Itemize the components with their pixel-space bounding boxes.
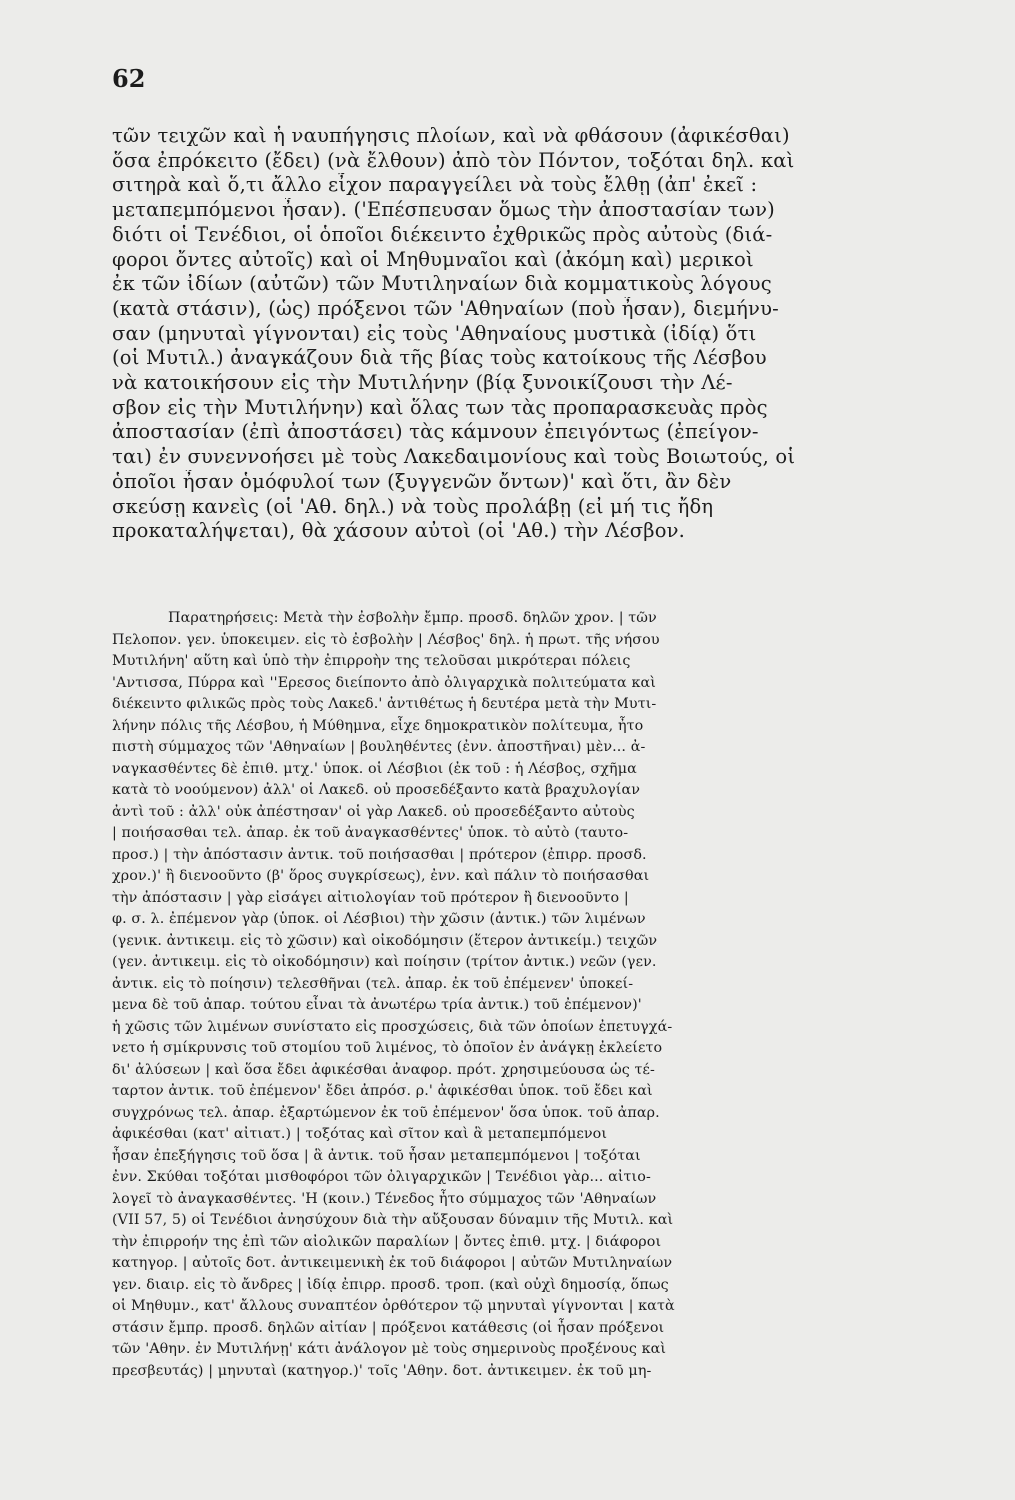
text-line: προκαταλήψεται), θὰ χάσουν αὐτοὶ (οἱ 'Αθ.) τὴν Λέσβον. xyxy=(112,519,686,543)
note-line: οἱ Μηθυμν., κατ' ἄλλους συναπτέον ὀρθότερον τῷ μηνυταὶ γίγνονται | κατὰ xyxy=(112,1298,675,1314)
note-line: 'Αντισσα, Πύρρα καὶ ''Ερεσος διείποντο ἀπὸ ὀλιγαρχικὰ πολιτεύματα καὶ xyxy=(112,674,656,691)
text-line: (οἱ Μυτιλ.) ἀναγκάζουν διὰ τῆς βίας τοὺς κατοίκους τῆς Λέσβου xyxy=(112,346,767,370)
text-line: νὰ κατοικήσουν εἰς τὴν Μυτιλήνην (βίᾳ ξυνοικίζουσι τὴν Λέ- xyxy=(112,371,733,395)
note-line: | ποιήσασθαι τελ. ἀπαρ. ἐκ τοῦ ἀναγκασθέντες' ὑποκ. τὸ αὐτὸ (ταυτο- xyxy=(112,825,629,841)
text-line: σιτηρὰ καὶ ὅ,τι ἄλλο εἶχον παραγγείλει νὰ τοὺς ἔλθῃ (ἀπ' ἐκεῖ : xyxy=(112,173,758,197)
note-line: Μυτιλήνη' αὕτη καὶ ὑπὸ τὴν ἐπιρροὴν της τελοῦσαι μικρότεραι πόλεις xyxy=(112,653,631,669)
note-line: τῶν 'Αθην. ἐν Μυτιλήνῃ' κάτι ἀνάλογον μὲ τοὺς σημερινοὺς προξένους καὶ xyxy=(112,1341,667,1357)
note-line: προσ.) | τὴν ἀπόστασιν ἀντικ. τοῦ ποιήσασθαι | πρότερον (ἐπιρρ. προσδ. xyxy=(112,846,647,863)
note-line: χρον.)' ἢ διενοοῦντο (β' ὅρος συγκρίσεως), ἐνν. καὶ πάλιν τὸ ποιήσασθαι xyxy=(112,868,650,884)
note-line: πρεσβευτάς) | μηνυταὶ (κατηγορ.)' τοῖς 'Αθην. δοτ. ἀντικειμεν. ἐκ τοῦ μη- xyxy=(112,1362,652,1379)
note-line: νετο ἡ σμίκρυνσις τοῦ στομίου τοῦ λιμένος, τὸ ὁποῖον ἐν ἀνάγκῃ ἐκλείετο xyxy=(112,1040,663,1056)
text-line: ται) ἐν συνεννοήσει μὲ τοὺς Λακεδαιμονίους καὶ τοὺς Βοιωτούς, οἱ xyxy=(112,445,796,469)
note-line: πιστὴ σύμμαχος τῶν 'Αθηναίων | βουληθέντες (ἐνν. ἀποστῆναι) μὲν... ἀ- xyxy=(112,739,646,755)
text-line: τῶν τειχῶν καὶ ἡ ναυπήγησις πλοίων, καὶ νὰ φθάσουν (ἀφικέσθαι) xyxy=(112,124,790,147)
note-line: γεν. διαιρ. εἰς τὸ ἄνδρες | ἰδίᾳ ἐπιρρ. προσδ. τροπ. (καὶ οὐχὶ δημοσίᾳ, ὅπως xyxy=(112,1276,669,1293)
note-line: στάσιν ἔμπρ. προσδ. δηλῶν αἰτίαν | πρόξενοι κατάθεσις (οἱ ἦσαν πρόξενοι xyxy=(112,1319,665,1336)
note-line: Πελοπον. γεν. ὑποκειμεν. εἰς τὸ ἐσβολὴν | Λέσβος' δηλ. ἡ πρωτ. τῆς νήσου xyxy=(112,631,660,648)
text-line: σκεύσῃ κανεὶς (οἱ 'Αθ. δηλ.) νὰ τοὺς προλάβῃ (εἰ μή τις ἤδη xyxy=(112,494,714,518)
note-line: ἀντὶ τοῦ : ἀλλ' οὐκ ἀπέστησαν' οἱ γὰρ Λακεδ. οὐ προσεδέξαντο αὐτοὺς xyxy=(112,803,635,820)
note-line: κατηγορ. | αὐτοῖς δοτ. ἀντικειμενικὴ ἐκ τοῦ διάφοροι | αὐτῶν Μυτιληναίων xyxy=(112,1255,673,1271)
note-line: συγχρόνως τελ. ἀπαρ. ἐξαρτώμενον ἐκ τοῦ ἐπέμενον' ὅσα ὑποκ. τοῦ ἀπαρ. xyxy=(112,1104,660,1121)
note-line: ταρτον ἀντικ. τοῦ ἐπέμενον' ἔδει ἀπρόσ. ρ.' ἀφικέσθαι ὑποκ. τοῦ ἔδει καὶ xyxy=(112,1083,653,1099)
note-line: δι' ἀλύσεων | καὶ ὅσα ἔδει ἀφικέσθαι ἀναφορ. πρότ. χρησιμεύουσα ὡς τέ- xyxy=(112,1061,655,1078)
text-line: ἐκ τῶν ἰδίων (αὐτῶν) τῶν Μυτιληναίων διὰ κομματικοὺς λόγους xyxy=(112,272,772,296)
text-line: ὅσα ἐπρόκειτο (ἔδει) (νὰ ἔλθουν) ἀπὸ τὸν Πόντον, τοξόται δηλ. καὶ xyxy=(112,148,795,172)
text-line: ὁποῖοι ἦσαν ὁμόφυλοί των (ξυγγενῶν ὄντων)' καὶ ὅτι, ἂν δὲν xyxy=(112,469,732,493)
text-line: ἀποστασίαν (ἐπὶ ἀποστάσει) τὰς κάμνουν ἐπειγόντως (ἐπείγον- xyxy=(112,420,759,444)
note-line: ναγκασθέντες δὲ ἐπιθ. μτχ.' ὑποκ. οἱ Λέσβιοι (ἐκ τοῦ : ἡ Λέσβος, σχῆμα xyxy=(112,760,637,777)
note-line: τὴν ἐπιρροήν της ἐπὶ τῶν αἰολικῶν παραλίων | ὄντες ἐπιθ. μτχ. | διάφοροι xyxy=(112,1233,662,1250)
note-line: ἀφικέσθαι (κατ' αἰτιατ.) | τοξότας καὶ σῖτον καὶ ἃ μεταπεμπόμενοι xyxy=(112,1126,608,1142)
note-line: ἦσαν ἐπεξήγησις τοῦ ὅσα | ἃ ἀντικ. τοῦ ἦσαν μεταπεμπόμενοι | τοξόται xyxy=(112,1147,641,1164)
note-line: Παρατηρήσεις: Μετὰ τὴν ἐσβολὴν ἔμπρ. προσδ. δηλῶν χρον. | τῶν xyxy=(168,610,657,626)
text-line: μεταπεμπόμενοι ἦσαν). ('Επέσπευσαν ὅμως τὴν ἀποστασίαν των) xyxy=(112,198,775,222)
note-line: ἡ χῶσις τῶν λιμένων συνίστατο εἰς προσχώσεις, διὰ τῶν ὁποίων ἐπετυγχά- xyxy=(112,1018,673,1035)
note-line: (γενικ. ἀντικειμ. εἰς τὸ χῶσιν) καὶ οἰκοδόμησιν (ἕτερον ἀντικείμ.) τειχῶν xyxy=(112,932,658,949)
text-line: σαν (μηνυταὶ γίγνονται) εἰς τοὺς 'Αθηναίους μυστικὰ (ἰδίᾳ) ὅτι xyxy=(112,321,757,345)
note-line: λήνην πόλις τῆς Λέσβου, ἡ Μύθημνα, εἶχε δημοκρατικὸν πολίτευμα, ἦτο xyxy=(112,717,644,734)
note-line: τὴν ἀπόστασιν | γὰρ εἰσάγει αἰτιολογίαν τοῦ πρότερον ἢ διενοοῦντο | xyxy=(112,889,629,906)
note-line: λογεῖ τὸ ἀναγκασθέντες. 'Η (κοιν.) Τένεδος ἦτο σύμμαχος τῶν 'Αθηναίων xyxy=(112,1190,657,1207)
text-line: (κατὰ στάσιν), (ὡς) πρόξενοι τῶν 'Αθηναίων (ποὺ ἦσαν), διεμήνυ- xyxy=(112,296,779,320)
note-line: ἀντικ. εἰς τὸ ποίησιν) τελεσθῆναι (τελ. ἀπαρ. ἐκ τοῦ ἐπέμενεν' ὑποκεί- xyxy=(112,975,634,992)
note-line: (γεν. ἀντικειμ. εἰς τὸ οἰκοδόμησιν) καὶ ποίησιν (τρίτον ἀντικ.) νεῶν (γεν. xyxy=(112,954,657,970)
note-line: μενα δὲ τοῦ ἀπαρ. τούτου εἶναι τὰ ἀνωτέρω τρία ἀντικ.) τοῦ ἐπέμενον)' xyxy=(112,997,642,1013)
page-number: 62 xyxy=(112,64,146,93)
main-text xyxy=(112,124,912,544)
note-line: κατὰ τὸ νοούμενον) ἀλλ' οἱ Λακεδ. οὐ προσεδέξαντο κατὰ βραχυλογίαν xyxy=(112,782,641,798)
note-line: ἐνν. Σκύθαι τοξόται μισθοφόροι τῶν ὀλιγαρχικῶν | Τενέδιοι γὰρ... αἰτιο- xyxy=(112,1169,651,1185)
text-line: σβον εἰς τὴν Μυτιλήνην) καὶ ὅλας των τὰς προπαρασκευὰς πρὸς xyxy=(112,395,768,419)
text-line: διότι οἱ Τενέδιοι, οἱ ὁποῖοι διέκειντο ἐχθρικῶς πρὸς αὐτοὺς (διά- xyxy=(112,222,773,246)
notes-section xyxy=(112,608,920,1382)
note-line: (VII 57, 5) οἱ Τενέδιοι ἀνησύχουν διὰ τὴν αὔξουσαν δύναμιν τῆς Μυτιλ. καὶ xyxy=(112,1212,674,1228)
note-line: διέκειντο φιλικῶς πρὸς τοὺς Λακεδ.' ἀντιθέτως ἡ δευτέρα μετὰ τὴν Μυτι- xyxy=(112,696,657,712)
text-line: φοροι ὄντες αὐτοῖς) καὶ οἱ Μηθυμναῖοι καὶ (ἀκόμη καὶ) μερικοὶ xyxy=(112,247,754,271)
note-line: φ. σ. λ. ἐπέμενον γὰρ (ὑποκ. οἱ Λέσβιοι) τὴν χῶσιν (ἀντικ.) τῶν λιμένων xyxy=(112,911,646,927)
